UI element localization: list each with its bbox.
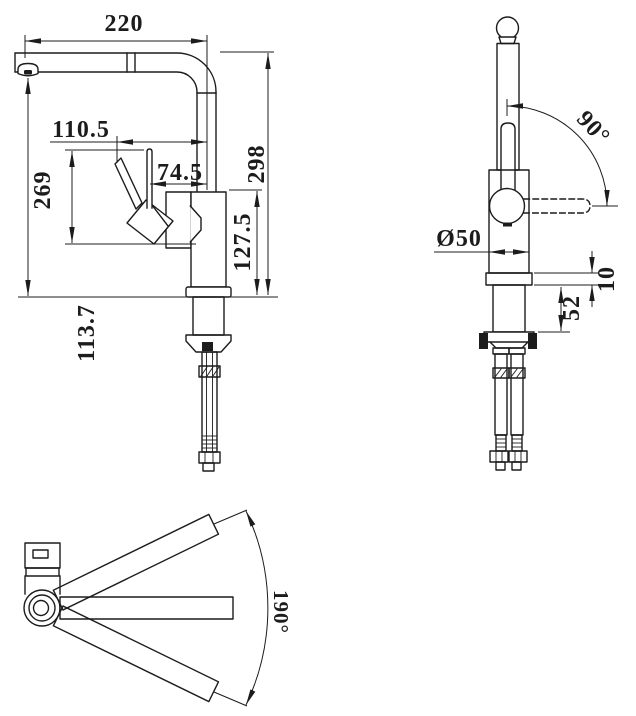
top-view <box>24 510 293 706</box>
sphere-mark <box>503 223 512 227</box>
spout-position-up <box>53 514 218 610</box>
dim-90deg <box>507 99 618 206</box>
dim-190deg-label: 190° <box>269 590 293 634</box>
supply-hoses <box>493 348 525 435</box>
handle-top-view <box>25 543 60 576</box>
handle-button <box>33 550 48 558</box>
side-view <box>15 11 278 471</box>
cap-joint <box>499 37 516 44</box>
side-under-counter <box>186 297 231 471</box>
dim-90deg-label: 90° <box>571 105 616 151</box>
dim-220-label: 220 <box>104 11 144 37</box>
dim-269 <box>28 78 56 296</box>
threaded-stud <box>199 352 220 452</box>
handle-lever-horizontal-dashed <box>524 199 590 213</box>
dim-110-5-label: 110.5 <box>52 117 110 143</box>
aerator <box>18 64 38 76</box>
spout-top-cap <box>497 17 519 39</box>
mounting-sleeve <box>193 297 224 335</box>
dim-269-label: 269 <box>30 170 56 210</box>
handle-lever-up <box>501 123 515 192</box>
handle-pivot-sphere <box>490 189 525 224</box>
dim-113-7-label: 113.7 <box>74 304 100 362</box>
faucet-body <box>191 192 226 287</box>
dim-52 <box>538 287 585 332</box>
spout-position-down <box>53 606 218 702</box>
dim-127-5 <box>229 190 262 295</box>
hose-end-fittings <box>490 435 527 470</box>
handle-lever-tilted <box>115 158 142 209</box>
dim-190deg <box>214 510 293 706</box>
dim-74-5 <box>150 160 207 186</box>
mounting-flange-front <box>479 332 537 349</box>
washer-clamp-mark <box>202 342 213 351</box>
swivel-hub <box>34 601 49 616</box>
dim-dia50-label: Ø50 <box>436 226 482 252</box>
dim-74-5-label: 74.5 <box>157 160 203 186</box>
sleeve-front <box>493 285 525 332</box>
base-flange <box>186 287 231 297</box>
dim-110-5 <box>50 117 207 163</box>
handle-rod-vertical <box>147 149 152 208</box>
dim-dia50 <box>434 226 529 252</box>
stud-end-nut <box>199 452 220 471</box>
dim-298-label: 298 <box>244 144 270 184</box>
base-plate-front <box>486 273 532 285</box>
dim-127-5-label: 127.5 <box>230 212 256 272</box>
dim-10-label: 10 <box>594 266 620 292</box>
dim-52-label: 52 <box>559 295 585 321</box>
spout-position-center <box>60 597 233 619</box>
front-view <box>434 17 620 470</box>
